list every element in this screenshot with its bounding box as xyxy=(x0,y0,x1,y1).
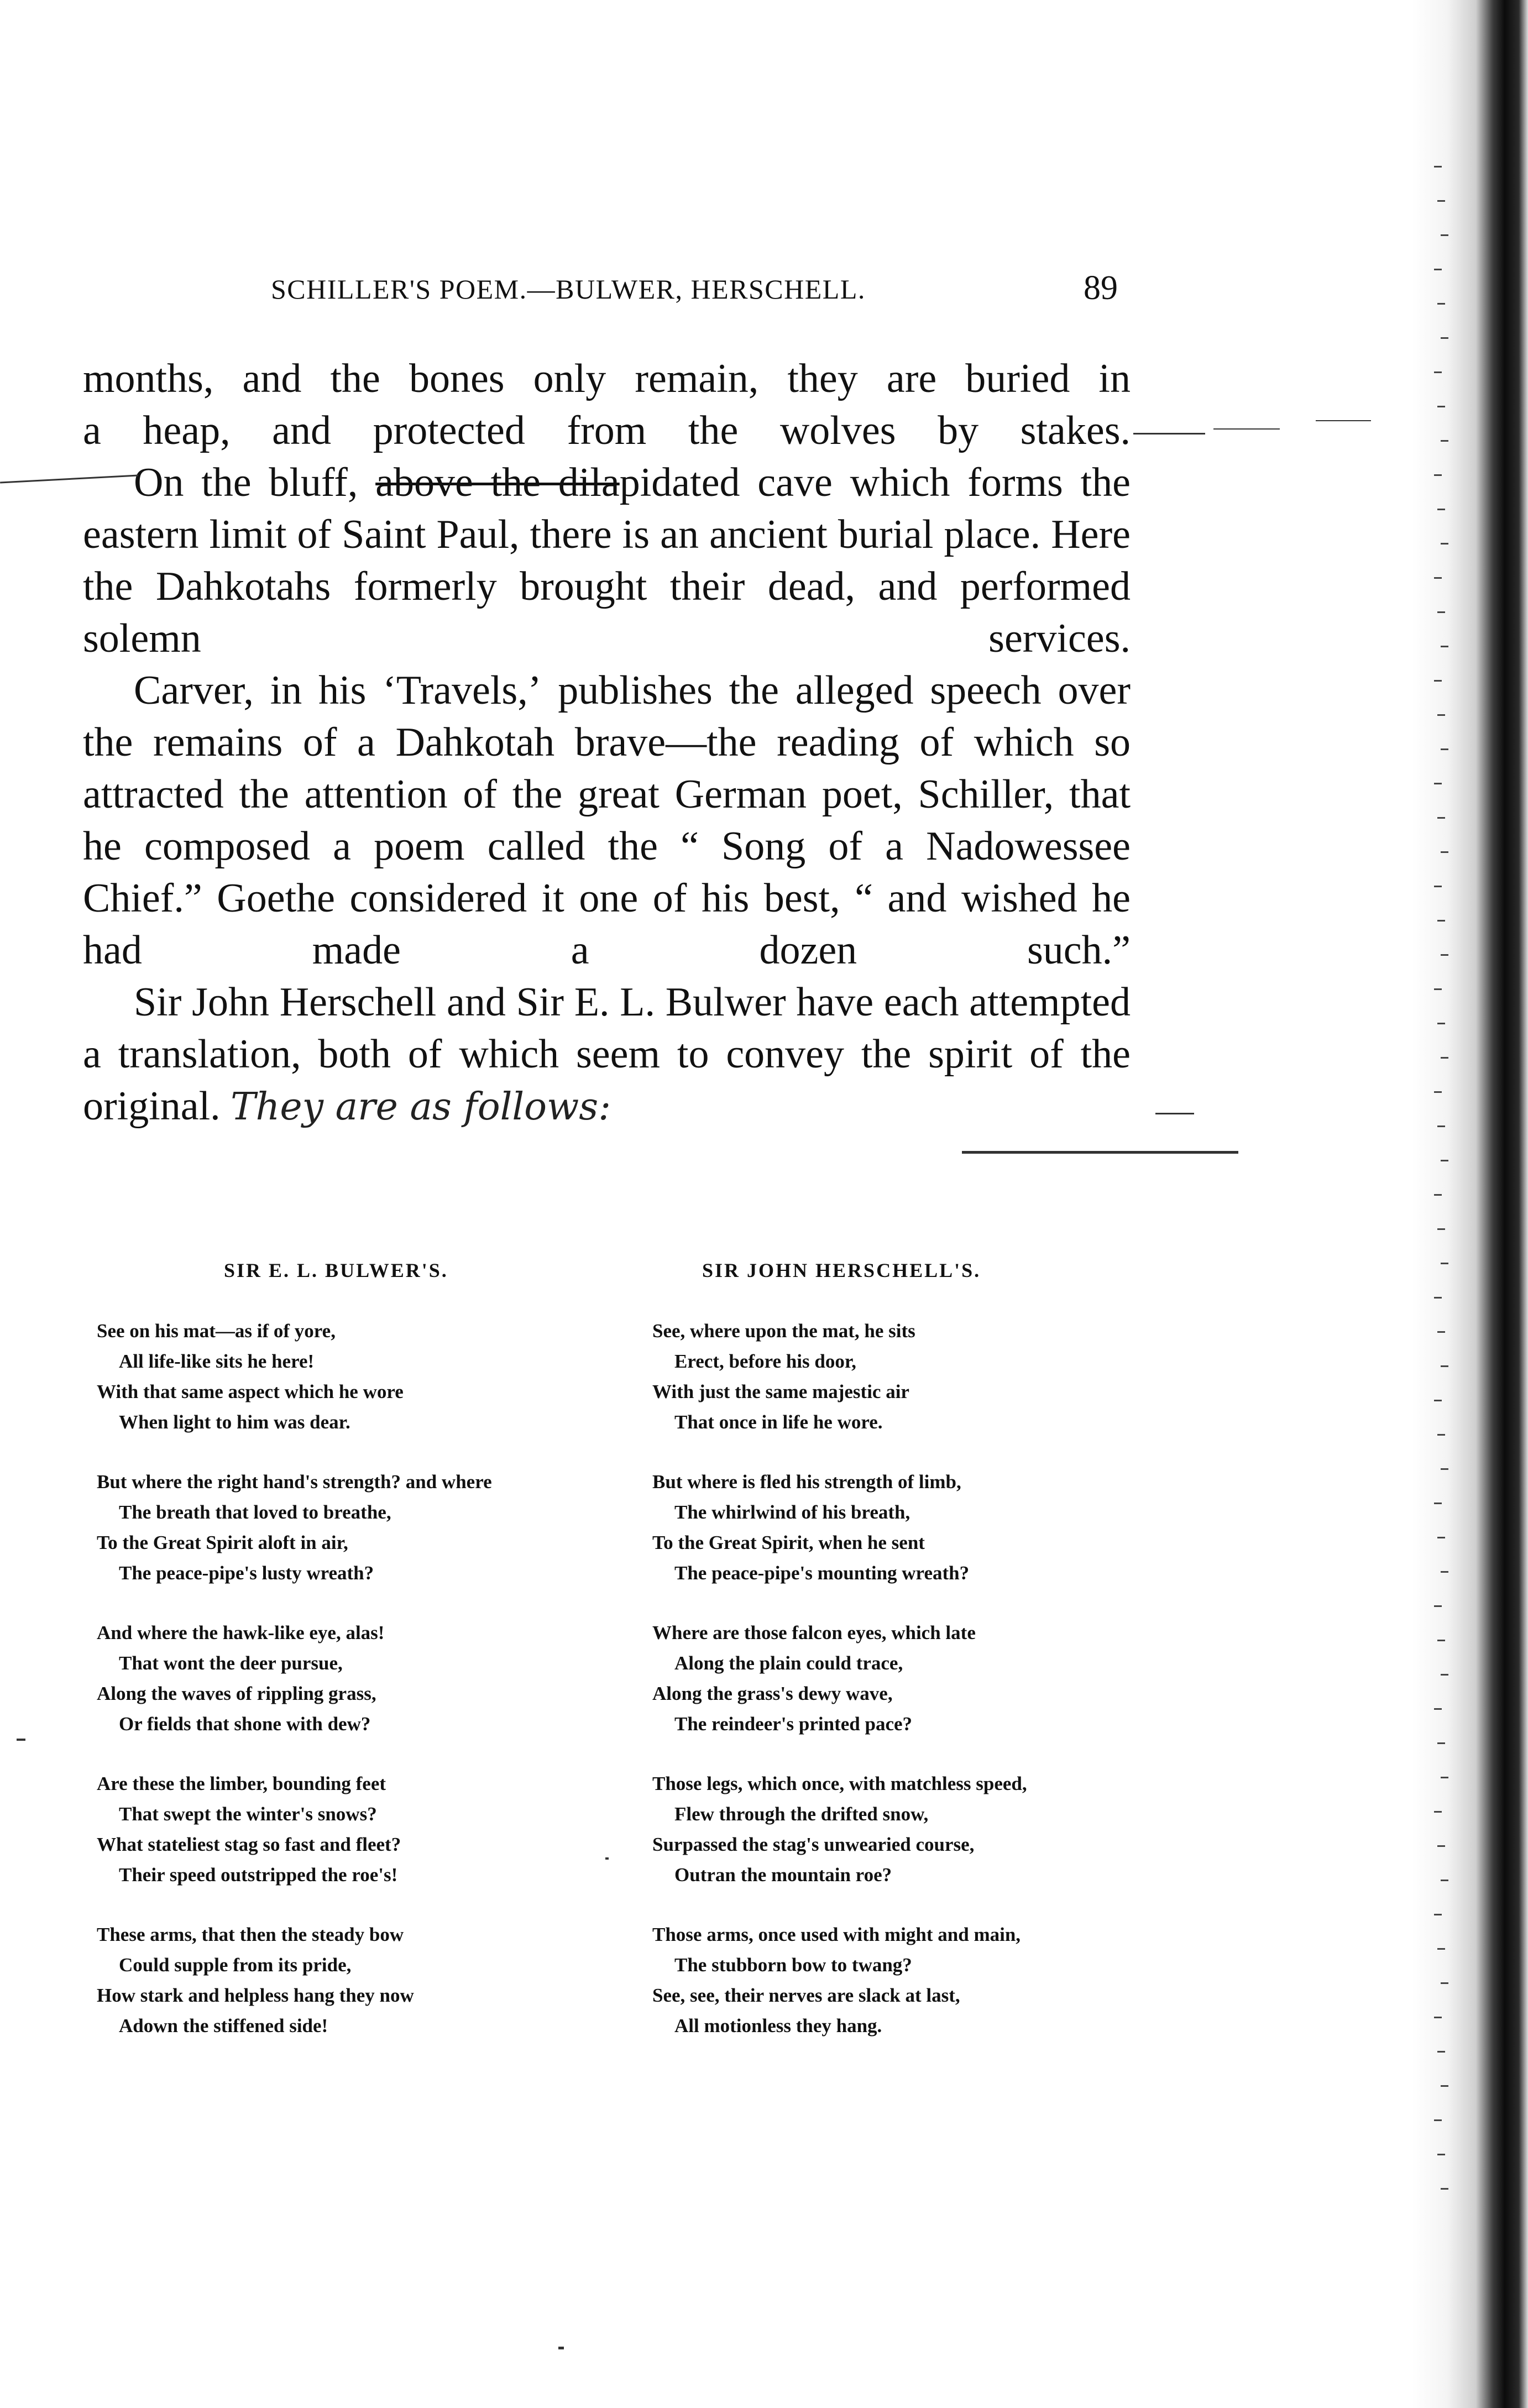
page-edge-tick xyxy=(1434,577,1442,579)
verse-line: Along the plain could trace, xyxy=(674,1652,903,1674)
page-edge-tick xyxy=(1441,1160,1448,1161)
page-edge-tick xyxy=(1434,1605,1442,1607)
page-edge-tick xyxy=(1437,2051,1445,2053)
page-edge-tick xyxy=(1441,2188,1448,2190)
verse-line: The breath that loved to breathe, xyxy=(119,1501,391,1523)
page-edge-tick xyxy=(1441,2085,1448,2087)
page-edge-tick xyxy=(1437,2154,1445,2155)
page-edge-tick xyxy=(1434,1811,1442,1813)
paragraph-burial-place xyxy=(83,457,1131,664)
page-edge-tick xyxy=(1437,1126,1445,1127)
verse-line: That once in life he wore. xyxy=(674,1411,883,1433)
body-line: months, and the bones only remain, they are buried in xyxy=(83,356,1131,401)
page-edge-tick xyxy=(1434,166,1442,167)
verse-line: All motionless they hang. xyxy=(674,2015,882,2037)
page-edge-tick xyxy=(1434,1503,1442,1504)
page-edge-tick xyxy=(1434,680,1442,682)
verse-line: But where is fled his strength of limb, xyxy=(652,1471,961,1493)
page-edge-tick xyxy=(1434,1914,1442,1915)
verse-line: Those legs, which once, with matchless speed, xyxy=(652,1773,1027,1794)
page-edge-tick xyxy=(1441,1365,1448,1367)
verse-line: Adown the stiffened side! xyxy=(119,2015,328,2037)
page-edge-tick xyxy=(1437,1640,1445,1641)
poem-bulwer xyxy=(97,1316,672,2070)
handwritten-annotation: They are as follows: xyxy=(231,1085,611,1129)
page-edge-tick xyxy=(1437,817,1445,819)
page-edge-tick xyxy=(1441,440,1448,442)
verse-line: Along the grass's dewy wave, xyxy=(652,1683,893,1704)
pencil-scribble xyxy=(962,1151,1238,1154)
poem-herschell xyxy=(652,1316,1227,2070)
paragraph-text: pidated cave which forms the eastern limit of Saint Paul, there is an ancient burial place. Here the Dahkotahs formerly brought their dead, and performed solemn services. xyxy=(83,460,1131,661)
page-number: 89 xyxy=(1084,269,1118,307)
page-edge-tick xyxy=(1437,1228,1445,1230)
verse-line: Or fields that shone with dew? xyxy=(119,1713,371,1735)
page-edge-tick xyxy=(1441,1468,1448,1470)
verse-line: Could supple from its pride, xyxy=(119,1954,352,1976)
page-edge-tick xyxy=(1437,1434,1445,1436)
verse-line: Those arms, once used with might and main, xyxy=(652,1924,1021,1945)
verse-line: Outran the mountain roe? xyxy=(674,1864,892,1886)
verse-line: To the Great Spirit, when he sent xyxy=(652,1532,925,1553)
stanza xyxy=(97,1919,672,2041)
stanza xyxy=(652,1617,1227,1739)
page-edge-tick xyxy=(1434,474,1442,476)
verse-line: Flew through the drifted snow, xyxy=(674,1803,929,1825)
page-edge-tick xyxy=(1437,1023,1445,1024)
verse-line: See on his mat—as if of yore, xyxy=(97,1320,336,1342)
page-edge-tick xyxy=(1434,2017,1442,2018)
verse-line: That wont the deer pursue, xyxy=(119,1652,343,1674)
verse-line: That swept the winter's snows? xyxy=(119,1803,377,1825)
page-edge-tick xyxy=(1441,1263,1448,1264)
page-edge-tick xyxy=(1441,1057,1448,1059)
page-edge-tick xyxy=(1434,783,1442,784)
verse-line: These arms, that then the steady bow xyxy=(97,1924,404,1945)
page-edge-tick xyxy=(1437,1742,1445,1744)
stanza xyxy=(652,1316,1227,1437)
book-page-edge xyxy=(1412,0,1528,2408)
verse-line: When light to him was dear. xyxy=(119,1411,350,1433)
stanza xyxy=(652,1768,1227,1890)
page-edge-tick xyxy=(1434,1708,1442,1710)
verse-line: Surpassed the stag's unwearied course, xyxy=(652,1834,975,1855)
poem-heading-herschell: SIR JOHN HERSCHELL'S. xyxy=(702,1259,981,1281)
page-edge-tick xyxy=(1437,509,1445,510)
verse-line: Erect, before his door, xyxy=(674,1350,856,1372)
page-edge-tick xyxy=(1441,954,1448,956)
body-line: a heap, and protected from the wolves by stakes. xyxy=(83,408,1131,453)
verse-line: With just the same majestic air xyxy=(652,1381,909,1402)
page-edge-tick xyxy=(1437,611,1445,613)
page-edge-tick xyxy=(1434,1091,1442,1093)
verse-line: What stateliest stag so fast and fleet? xyxy=(97,1834,401,1855)
verse-line: The peace-pipe's mounting wreath? xyxy=(674,1562,970,1584)
body-text xyxy=(83,353,1131,1133)
verse-line: The peace-pipe's lusty wreath? xyxy=(119,1562,374,1584)
scan-speck xyxy=(558,2347,564,2349)
page-edge-tick xyxy=(1434,371,1442,373)
verse-line: The stubborn bow to twang? xyxy=(674,1954,912,1976)
page-edge-tick xyxy=(1434,1297,1442,1299)
stanza xyxy=(652,1919,1227,2041)
page-edge-tick xyxy=(1441,543,1448,545)
page-edge-tick xyxy=(1441,851,1448,853)
page-edge-tick xyxy=(1437,1331,1445,1333)
page-edge-tick xyxy=(1434,1400,1442,1401)
page-edge-tick xyxy=(1437,1845,1445,1847)
verse-line: Their speed outstripped the roe's! xyxy=(119,1864,398,1886)
pencil-dash xyxy=(1213,428,1280,430)
verse-line: But where the right hand's strength? and where xyxy=(97,1471,492,1493)
poem-heading-bulwer: SIR E. L. BULWER'S. xyxy=(224,1259,448,1281)
page-edge-tick xyxy=(1437,920,1445,922)
paragraph-text: Sir John Herschell and Sir E. L. Bulwer have each attempted a translation, both of which seem to convey the spirit of the original. xyxy=(83,980,1131,1129)
paragraph-translations xyxy=(83,976,1131,1133)
scan-speck xyxy=(17,1739,25,1741)
verse-line: The whirlwind of his breath, xyxy=(674,1501,910,1523)
verse-line: See, see, their nerves are slack at last, xyxy=(652,1985,960,2006)
paragraph-continued xyxy=(83,353,1131,457)
stanza xyxy=(97,1316,672,1437)
stanza xyxy=(97,1768,672,1890)
verse-line: With that same aspect which he wore xyxy=(97,1381,404,1402)
verse-line: See, where upon the mat, he sits xyxy=(652,1320,915,1342)
pencil-dash xyxy=(1155,1113,1194,1114)
verse-line: The reindeer's printed pace? xyxy=(674,1713,913,1735)
verse-line: To the Great Spirit aloft in air, xyxy=(97,1532,348,1553)
struck-through-text: above the dila xyxy=(375,460,620,505)
page-edge-tick xyxy=(1441,1571,1448,1573)
scan-speck xyxy=(605,1857,609,1860)
page-edge-tick xyxy=(1437,714,1445,716)
verse-line: And where the hawk-like eye, alas! xyxy=(97,1622,385,1643)
page-edge-tick xyxy=(1441,748,1448,750)
verse-line: All life-like sits he here! xyxy=(119,1350,315,1372)
pencil-underline xyxy=(1133,433,1205,435)
running-head: SCHILLER'S POEM.—BULWER, HERSCHELL. xyxy=(271,274,866,305)
verse-line: Along the waves of rippling grass, xyxy=(97,1683,376,1704)
stanza xyxy=(652,1467,1227,1588)
page-edge-tick xyxy=(1437,1537,1445,1538)
page-edge-tick xyxy=(1441,646,1448,647)
page-edge-tick xyxy=(1441,234,1448,236)
stanza xyxy=(97,1617,672,1739)
pencil-dash xyxy=(1316,420,1371,421)
stanza xyxy=(97,1467,672,1588)
page-edge-tick xyxy=(1437,406,1445,407)
paragraph-carver: Carver, in his ʻTravels,ʼ publishes the alleged speech over the remains of a Dahkotah brave—the reading of which so attracted the attention of the great German poet, Schiller, that he composed a poem called the “ Song of a Nadowessee Chief.” Goethe considered it one of his best, “ and wished he had made a dozen such.” xyxy=(83,668,1131,973)
page-edge-tick xyxy=(1441,1880,1448,1881)
verse-line: Where are those falcon eyes, which late xyxy=(652,1622,976,1643)
page-edge-tick xyxy=(1434,886,1442,887)
verse-line: How stark and helpless hang they now xyxy=(97,1985,414,2006)
page-edge-tick xyxy=(1441,1982,1448,1984)
paragraph-text: On the bluff, xyxy=(134,460,376,505)
verse-line: Are these the limber, bounding feet xyxy=(97,1773,386,1794)
page-edge-tick xyxy=(1437,1948,1445,1950)
page-edge-tick xyxy=(1434,269,1442,270)
page-edge-tick xyxy=(1434,2119,1442,2121)
page-edge-tick xyxy=(1441,1674,1448,1676)
page-edge-tick xyxy=(1441,1777,1448,1778)
page-edge-tick xyxy=(1434,988,1442,990)
page-edge-tick xyxy=(1441,337,1448,339)
page-edge-tick xyxy=(1437,200,1445,202)
page-edge-tick xyxy=(1434,1194,1442,1196)
page-edge-tick xyxy=(1437,303,1445,305)
